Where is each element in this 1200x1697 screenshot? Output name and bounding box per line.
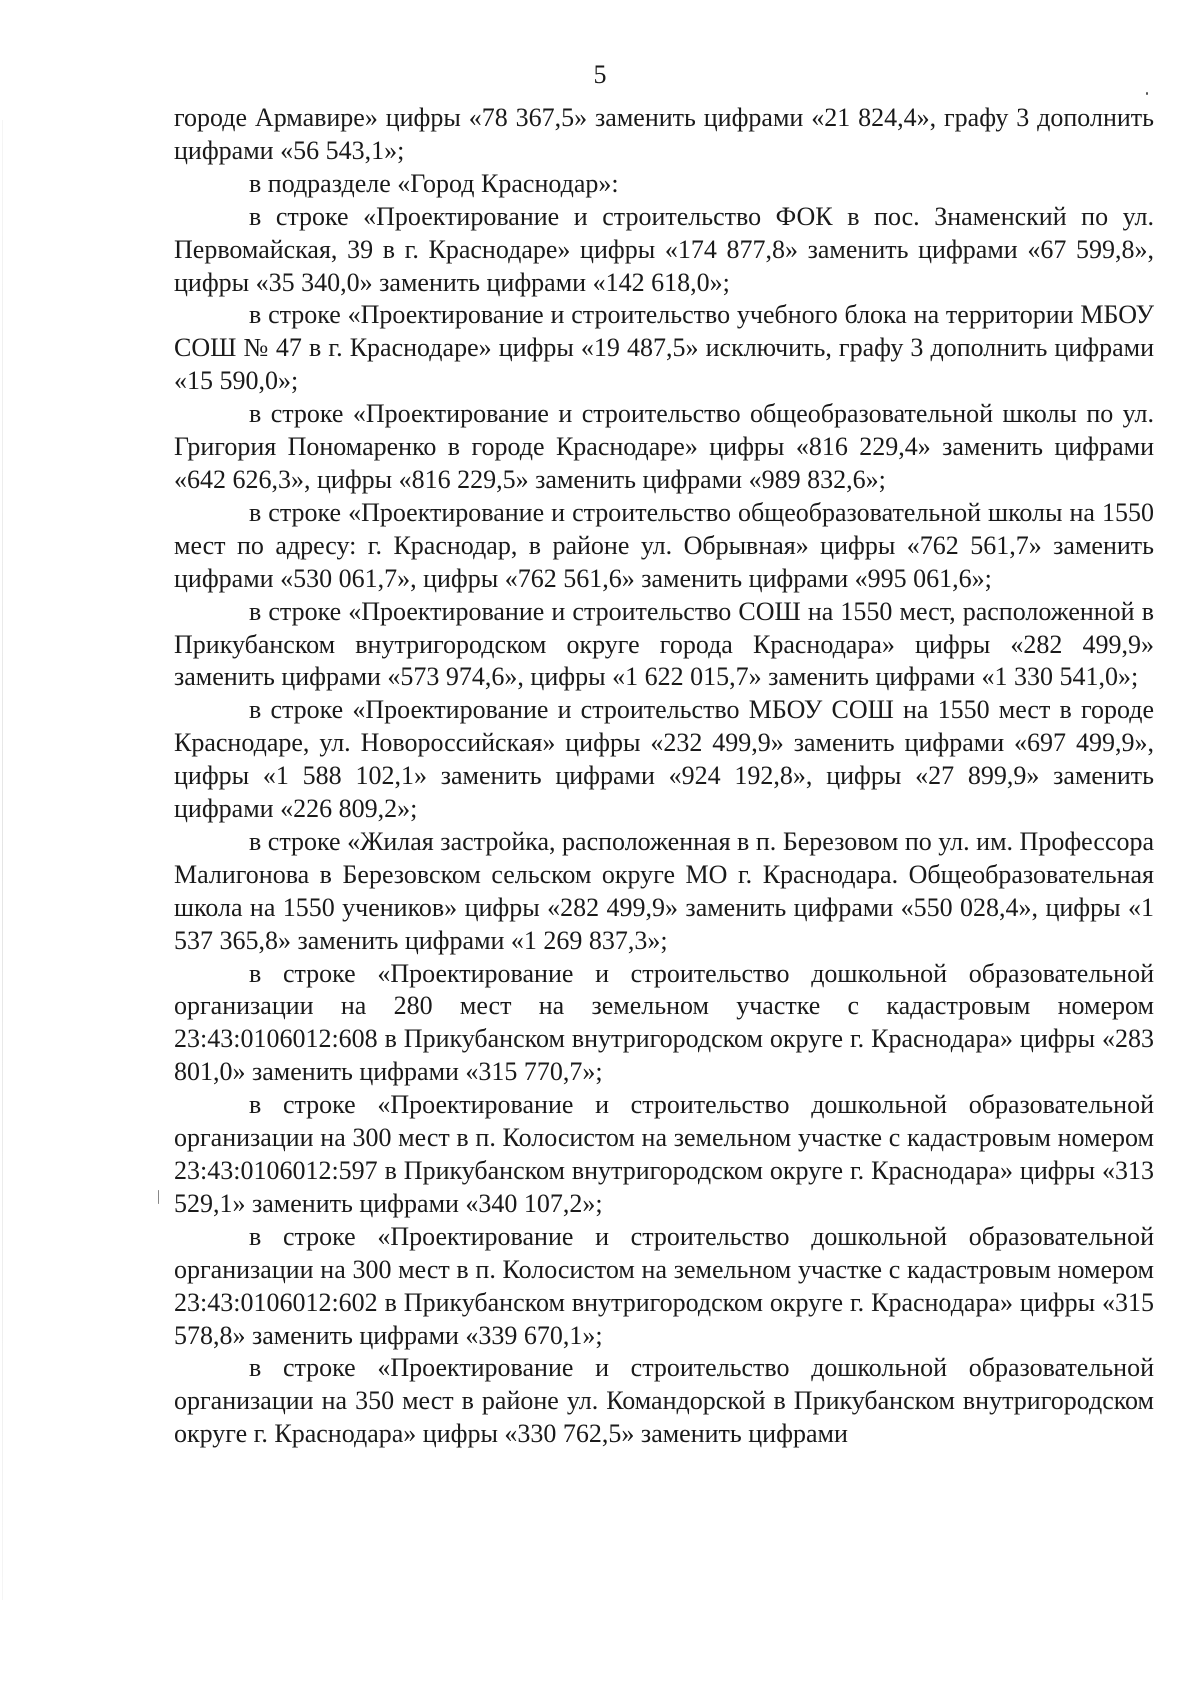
paragraph: в строке «Проектирование и строительство МБОУ СОШ на 1550 мест в городе Краснодаре, ул. Новороссийская» цифры «232 499,9» заменить цифрами «697 499,9», цифры «1 588 102,1» заменить цифрами «924 192,8», цифры «27 899,9» заменить цифрами «226 809,2»; bbox=[174, 695, 1154, 824]
paragraph: в строке «Проектирование и строительство СОШ на 1550 мест, расположенной в Прикубанском внутригородском округе города Краснодара» цифры «282 499,9» заменить цифрами «573 974,6», цифры «1 622 015,7» заменить цифрами «1 330 541,0»; bbox=[174, 596, 1154, 692]
paragraph: в строке «Проектирование и строительство общеобразовательной школы на 1550 мест по адресу: г. Краснодар, в районе ул. Обрывная» цифры «762 561,7» заменить цифрами «530 061,7», цифры «762 561,6» заменить цифрами «995 061,6»; bbox=[174, 497, 1154, 593]
paragraph: в строке «Проектирование и строительство дошкольной образовательной организации на 350 мест в районе ул. Командорской в Прикубанском внутригородском округе г. Краснодара» цифры «330 762,5» заменить цифрами bbox=[174, 1353, 1154, 1449]
scan-speck bbox=[158, 1190, 159, 1204]
scan-speck bbox=[1146, 92, 1148, 95]
paragraph: в строке «Проектирование и строительство дошкольной образовательной организации на 280 мест на земельном участке с кадастровым номером 23:43:0106012:608 в Прикубанском внутригородском округе г. Краснодара» цифры «283 801,0» заменить цифрами «315 770,7»; bbox=[174, 958, 1154, 1087]
paragraph: в строке «Проектирование и строительство учебного блока на территории МБОУ СОШ № 47 в г. Краснодаре» цифры «19 487,5» исключить, графу 3 дополнить цифрами «15 590,0»; bbox=[174, 300, 1154, 396]
page-number: 5 bbox=[593, 60, 607, 89]
paragraph: в строке «Проектирование и строительство дошкольной образовательной организации на 300 мест в п. Колосистом на земельном участке с кадастровым номером 23:43:0106012:597 в Прикубанском внутригородском округе г. Краснодара» цифры «313 529,1» заменить цифрами «340 107,2»; bbox=[174, 1090, 1154, 1218]
document-body bbox=[174, 102, 1154, 1451]
paragraph: в строке «Проектирование и строительство ФОК в пос. Знаменский по ул. Первомайская, 39 в г. Краснодаре» цифры «174 877,8» заменить цифрами «67 599,8», цифры «35 340,0» заменить цифрами «142 618,0»; bbox=[174, 201, 1154, 297]
paragraph: в строке «Жилая застройка, расположенная в п. Березовом по ул. им. Профессора Малигонова в Березовском сельском округе МО г. Краснодара. Общеобразовательная школа на 1550 учеников» цифры «282 499,9» заменить цифрами «550 028,4», цифры «1 537 365,8» заменить цифрами «1 269 837,3»; bbox=[174, 826, 1154, 955]
scan-edge-shadow bbox=[2, 120, 3, 1600]
paragraph: в строке «Проектирование и строительство общеобразовательной школы по ул. Григория Пономаренко в городе Краснодаре» цифры «816 229,4» заменить цифрами «642 626,3», цифры «816 229,5» заменить цифрами «989 832,6»; bbox=[174, 399, 1154, 494]
paragraph: городе Армавире» цифры «78 367,5» заменить цифрами «21 824,4», графу 3 дополнить цифрами «56 543,1»; bbox=[174, 103, 1154, 165]
paragraph: в подразделе «Город Краснодар»: bbox=[249, 168, 619, 198]
paragraph: в строке «Проектирование и строительство дошкольной образовательной организации на 300 мест в п. Колосистом на земельном участке с кадастровым номером 23:43:0106012:602 в Прикубанском внутригородском округе г. Краснодара» цифры «315 578,8» заменить цифрами «339 670,1»; bbox=[174, 1221, 1154, 1350]
